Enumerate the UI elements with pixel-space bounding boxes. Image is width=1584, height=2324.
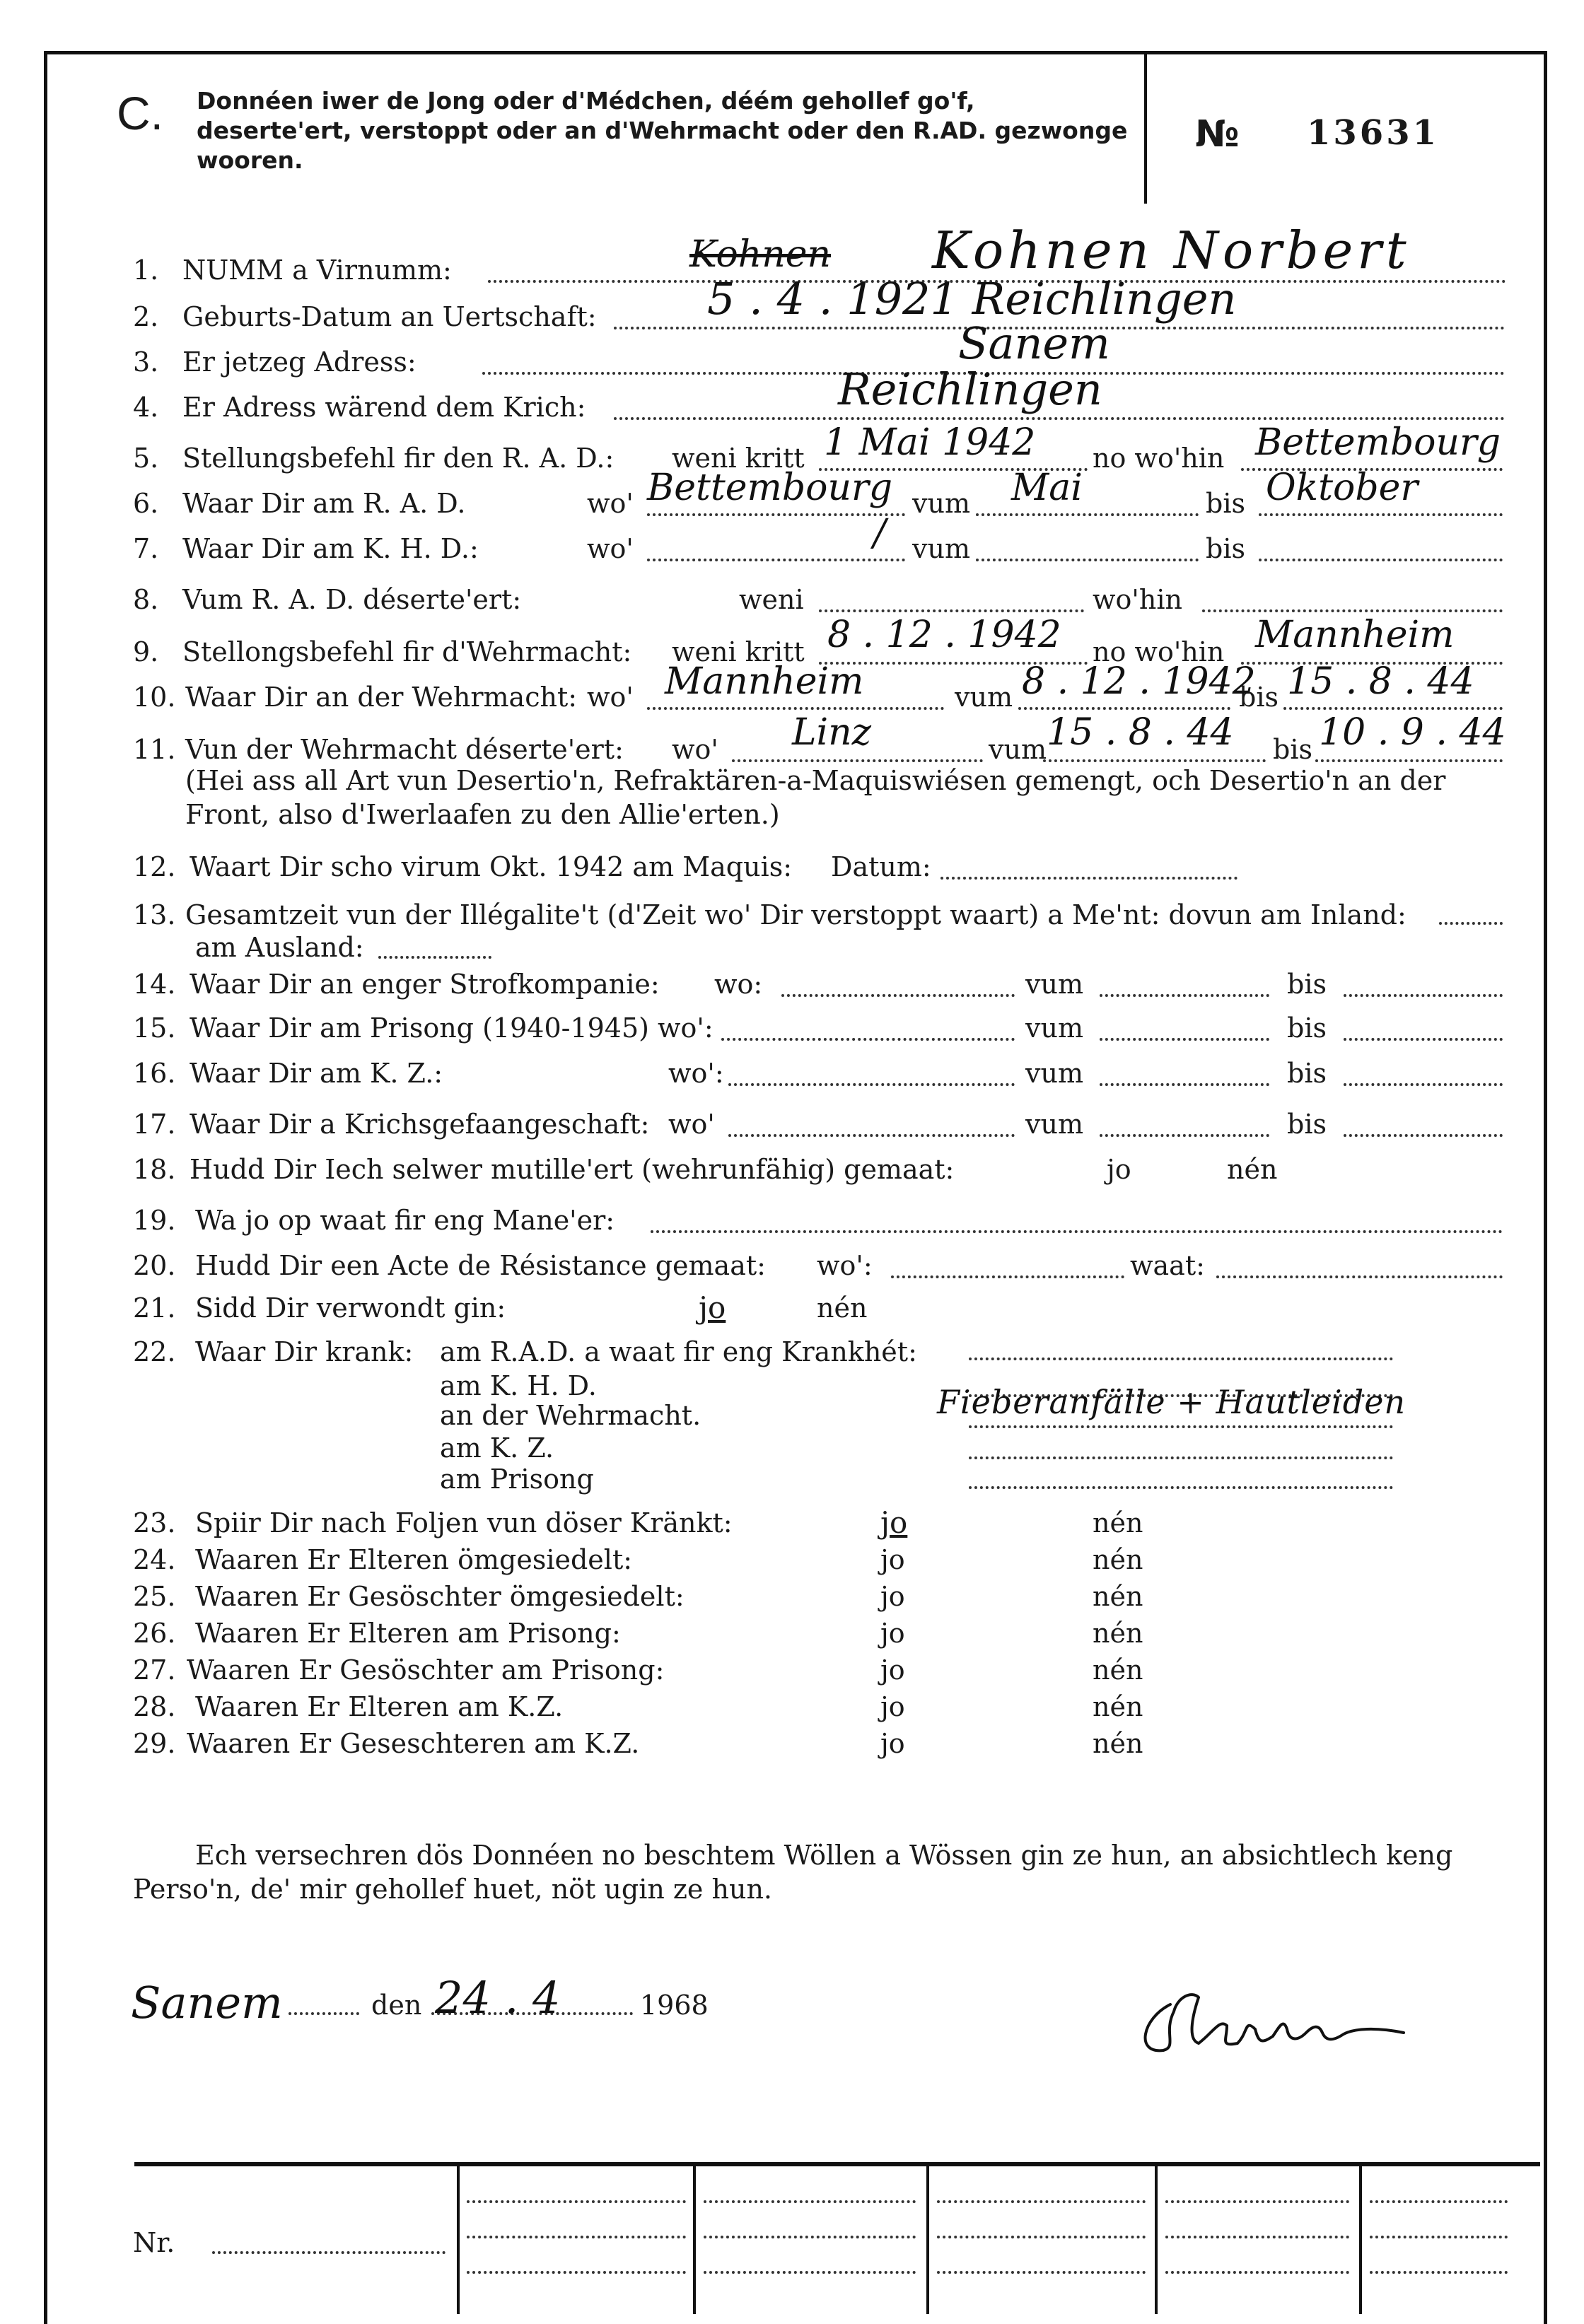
struck-value: Kohnen: [689, 233, 832, 276]
row-mid: waat:: [1130, 1250, 1205, 1281]
row-label: Gesamtzeit vun der Illégalite't (d'Zeit wo' Dir verstoppt waart) a Me'nt: dovun am Inland:: [185, 899, 1407, 930]
nen-option: nén: [1227, 1154, 1278, 1185]
war-address-value: Reichlingen: [838, 363, 1102, 415]
fill-line: [891, 1275, 1124, 1278]
footer-divider: [134, 2162, 1540, 2166]
declaration: Ech versechren dös Donnéen no beschtem Wöllen a Wössen gin ze hun, an absichtlech keng Perso'n, de' mir gehollef huet, nöt ugin ze hun.: [133, 1840, 1453, 1905]
fill-line: [819, 609, 1084, 612]
jo-option: jo: [880, 1691, 905, 1722]
row-label: Spiir Dir nach Foljen vun döser Kränkt:: [195, 1507, 733, 1538]
row-7: [0, 527, 1584, 570]
desertion-place: Linz: [792, 711, 872, 754]
row-number: 20.: [133, 1250, 176, 1281]
nen-option: nén: [1093, 1618, 1143, 1649]
illness-item: am K. Z.: [440, 1432, 554, 1464]
row-label: Waart Dir scho virum Okt. 1942 am Maquis:: [190, 851, 793, 882]
row-number: 19.: [133, 1205, 176, 1236]
den-label: den: [371, 1990, 422, 2021]
row-17: [0, 1103, 1584, 1145]
row-number: 10.: [133, 682, 176, 713]
row-label: Stellongsbefehl fir d'Wehrmacht:: [182, 636, 632, 667]
row-label: Stellungsbefehl fir den R. A. D.:: [182, 443, 615, 474]
illness-item: am Prisong: [440, 1464, 594, 1495]
fill-line: [1165, 2200, 1349, 2203]
fill-line: [1344, 994, 1503, 997]
fill-line: [1259, 559, 1503, 561]
fill-line: [976, 559, 1199, 561]
row-20: [0, 1244, 1584, 1287]
fill-line: [647, 707, 944, 710]
row-number: 28.: [133, 1691, 176, 1722]
jo-option: jo: [1107, 1154, 1131, 1185]
row-number: 3.: [133, 346, 159, 378]
fill-line: [212, 2251, 446, 2254]
fill-line: [976, 513, 1199, 516]
nen-option: nén: [817, 1292, 868, 1324]
illness-value: Fieberanfälle + Hautleiden: [937, 1383, 1407, 1421]
fill-line: [467, 2271, 686, 2274]
rad-place: Bettembourg: [647, 467, 893, 509]
row-13-line-2: [0, 926, 1584, 969]
form-title: Donnéen iwer de Jong oder d'Médchen, déém gehollef go'f, deserte'ert, verstoppt oder an d'Wehrmacht oder den R.AD. gezwonge wooren.: [197, 87, 1128, 174]
row-mid: bis: [1239, 682, 1279, 713]
row-label: Waar Dir am K. Z.:: [190, 1058, 443, 1089]
row-label: Waaren Er Gesöschter am Prisong:: [187, 1654, 665, 1686]
address-value: Sanem: [958, 317, 1110, 369]
rad-from: Mai: [1011, 467, 1083, 509]
row-mid: wo': [587, 533, 634, 564]
row-mid: wo'hin: [1093, 584, 1182, 615]
row-26: [0, 1612, 1584, 1654]
wehrmacht-from: 8 . 12 . 1942: [1022, 660, 1256, 703]
wehrmacht-order-date: 8 . 12 . 1942: [827, 614, 1061, 656]
row-mid: Datum:: [831, 851, 931, 882]
row-label: Waaren Er Elteren am Prisong:: [195, 1618, 621, 1649]
fill-line: [1370, 2271, 1508, 2274]
row-number: 27.: [133, 1654, 176, 1686]
row-mid: bis: [1287, 1109, 1327, 1140]
fill-line: [728, 1083, 1015, 1086]
rad-order-place: Bettembourg: [1255, 421, 1501, 464]
fill-line: [1259, 513, 1503, 516]
row-mid: no wo'hin: [1093, 443, 1225, 474]
row-label: Waar Dir a Krichsgefaangeschaft:: [190, 1109, 650, 1140]
row-number: 2.: [133, 301, 159, 332]
form-number: 13631: [1307, 113, 1439, 153]
row-label: Waar Dir am Prisong (1940-1945): [190, 1012, 649, 1044]
row-18: [0, 1148, 1584, 1191]
row-11-note: (Hei ass all Art vun Desertio'n, Refraktären-a-Maquiswiésen gemengt, och Desertio'n an der Front, also d'Iwerlaafen zu den Allie'erten.): [185, 765, 1446, 830]
jo-option: jo: [880, 1544, 905, 1575]
row-number: 9.: [133, 636, 159, 667]
row-12: [0, 846, 1584, 888]
signing-date: 24 . 4: [435, 1972, 561, 2024]
row-mid: wo': [587, 488, 634, 519]
row-mid: bis: [1206, 488, 1245, 519]
row-number: 16.: [133, 1058, 176, 1089]
fill-line: [647, 559, 905, 561]
fill-line: [467, 2200, 686, 2203]
rad-order-date: 1 Mai 1942: [824, 421, 1036, 464]
row-mid: bis: [1287, 969, 1327, 1000]
row-label: Wa jo op waat fir eng Mane'er:: [195, 1205, 615, 1236]
row-24: [0, 1538, 1584, 1581]
jo-option: jo: [880, 1581, 905, 1612]
rad-to: Oktober: [1266, 467, 1419, 509]
row-23: [0, 1502, 1584, 1544]
row-label: Hudd Dir Iech selwer mutille'ert (wehrunfähig) gemaat:: [190, 1154, 955, 1185]
row-label: am Ausland:: [195, 932, 364, 963]
desertion-to: 10 . 9 . 44: [1319, 711, 1506, 754]
row-number: 14.: [133, 969, 176, 1000]
row-label: Waaren Er Gesöschter ömgesiedelt:: [195, 1581, 685, 1612]
fill-line: [704, 2200, 916, 2203]
row-mid: weni kritt: [672, 636, 805, 667]
birth-value: 5 . 4 . 1921 Reichlingen: [707, 273, 1237, 325]
fill-line: [651, 1230, 1503, 1233]
fill-line: [1100, 1083, 1269, 1086]
fill-line: [1344, 1083, 1503, 1086]
section-letter: C.: [117, 87, 163, 139]
row-label: Waar Dir an der Wehrmacht:: [185, 682, 578, 713]
fill-line: [614, 417, 1505, 420]
fill-line: [1216, 1275, 1503, 1278]
row-number: 18.: [133, 1154, 176, 1185]
row-label: Waar Dir am R. A. D.: [182, 488, 466, 519]
row-27: [0, 1649, 1584, 1691]
row-25: [0, 1575, 1584, 1618]
row-label: Vum R. A. D. déserte'ert:: [182, 584, 522, 615]
fill-line: [781, 994, 1015, 997]
row-19: [0, 1199, 1584, 1242]
row-number: 11.: [133, 734, 176, 765]
row-number: 29.: [133, 1728, 176, 1759]
wehrmacht-to: 15 . 8 . 44: [1287, 660, 1474, 703]
signature: [1121, 1976, 1418, 2068]
row-number: 13.: [133, 899, 176, 930]
nen-option: nén: [1093, 1728, 1143, 1759]
row-number: 5.: [133, 443, 159, 474]
fill-line: [937, 2200, 1146, 2203]
row-mid: bis: [1273, 734, 1312, 765]
fill-line: [1283, 707, 1503, 710]
row-16: [0, 1052, 1584, 1094]
fill-line: [728, 1134, 1015, 1137]
row-mid: wo': [672, 734, 718, 765]
row-3: [0, 341, 1584, 383]
row-number: 6.: [133, 488, 159, 519]
row-label: Waar Dir am K. H. D.:: [182, 533, 479, 564]
jo-option-selected: jo: [880, 1505, 908, 1540]
fill-line: [1370, 2200, 1508, 2203]
khd-mark: /: [873, 512, 886, 554]
row-number: 24.: [133, 1544, 176, 1575]
fill-line: [378, 956, 491, 959]
row-label: Er jetzeg Adress:: [182, 346, 417, 378]
row-label: Geburts-Datum an Uertschaft:: [182, 301, 597, 332]
nen-option: nén: [1093, 1544, 1143, 1575]
fill-line: [1100, 994, 1269, 997]
row-number: 22.: [133, 1336, 176, 1367]
wehrmacht-order-place: Mannheim: [1255, 614, 1455, 656]
row-number: 1.: [133, 255, 159, 286]
fill-line: [1018, 707, 1230, 710]
row-label: Waaren Er Elteren am K.Z.: [195, 1691, 564, 1722]
row-label: Vun der Wehrmacht déserte'ert:: [185, 734, 624, 765]
fill-line: [1202, 609, 1503, 612]
illness-item: am R.A.D. a waat fir eng Krankhét:: [440, 1336, 917, 1367]
fill-line: [1165, 2271, 1349, 2274]
row-number: 4.: [133, 392, 159, 423]
row-label: Waaren Er Elteren ömgesiedelt:: [195, 1544, 633, 1575]
jo-option: jo: [880, 1654, 905, 1686]
row-label: Sidd Dir verwondt gin:: [195, 1292, 506, 1324]
fill-line: [1315, 759, 1503, 762]
row-mid: vum: [912, 488, 970, 519]
row-label: Waar Dir krank:: [195, 1336, 414, 1367]
row-number: 15.: [133, 1012, 176, 1044]
row-label: Hudd Dir een Acte de Résistance gemaat:: [195, 1250, 766, 1281]
row-label: Waaren Er Geseschteren am K.Z.: [187, 1728, 640, 1759]
fill-line: [732, 759, 983, 762]
jo-option-selected: jo: [699, 1290, 726, 1325]
row-mid: vum: [1025, 1058, 1083, 1089]
nen-option: nén: [1093, 1691, 1143, 1722]
row-number: 26.: [133, 1618, 176, 1649]
row-number: 17.: [133, 1109, 176, 1140]
desertion-from: 15 . 8 . 44: [1047, 711, 1234, 754]
fill-line: [1344, 1134, 1503, 1137]
fill-line: [704, 2271, 916, 2274]
nen-option: nén: [1093, 1581, 1143, 1612]
nen-option: nén: [1093, 1654, 1143, 1686]
row-15: [0, 1007, 1584, 1049]
header-divider: [1144, 51, 1147, 204]
row-number: 8.: [133, 584, 159, 615]
row-mid: vum: [912, 533, 970, 564]
row-mid: wo': [587, 682, 634, 713]
fill-line: [647, 513, 905, 516]
row-22-item: [0, 1458, 1584, 1500]
fill-line: [1100, 1134, 1269, 1137]
wehrmacht-place: Mannheim: [665, 660, 864, 703]
jo-option: jo: [880, 1728, 905, 1759]
row-label: Waar Dir an enger Strofkompanie:: [190, 969, 660, 1000]
fill-line: [1043, 759, 1266, 762]
row-mid: vum: [955, 682, 1013, 713]
fill-line: [1100, 1038, 1269, 1041]
fill-line: [940, 877, 1238, 880]
row-mid: weni: [739, 584, 804, 615]
row-mid: bis: [1287, 1012, 1327, 1044]
fill-line: [937, 2271, 1146, 2274]
fill-line: [721, 1038, 1015, 1041]
signing-place: Sanem: [131, 1977, 283, 2028]
nr-label: Nr.: [133, 2227, 175, 2258]
row-28: [0, 1686, 1584, 1728]
nen-option: nén: [1093, 1507, 1143, 1538]
row-mid: weni kritt: [672, 443, 805, 474]
fill-line: [969, 1486, 1393, 1489]
fill-line: [969, 1357, 1393, 1360]
row-label: NUMM a Virnumm:: [182, 255, 452, 286]
row-mid: wo':: [817, 1250, 873, 1281]
row-number: 21.: [133, 1292, 176, 1324]
fill-line: [1344, 1038, 1503, 1041]
name-value: Kohnen Norbert: [932, 221, 1411, 280]
row-mid: vum: [1025, 1109, 1083, 1140]
row-number: 23.: [133, 1507, 176, 1538]
row-mid: vum: [1025, 969, 1083, 1000]
row-number: 25.: [133, 1581, 176, 1612]
row-mid: wo:: [714, 969, 763, 1000]
row-mid: bis: [1287, 1058, 1327, 1089]
row-21: [0, 1287, 1584, 1329]
illness-item: an der Wehrmacht.: [440, 1400, 701, 1431]
row-mid: bis: [1206, 533, 1245, 564]
row-number: 12.: [133, 851, 176, 882]
row-label: Er Adress wärend dem Krich:: [182, 392, 586, 423]
row-mid: no wo'hin: [1093, 636, 1225, 667]
row-mid: vum: [989, 734, 1047, 765]
footer-row: [0, 2221, 1584, 2264]
row-14: [0, 963, 1584, 1005]
row-mid: wo': [668, 1109, 715, 1140]
row-number: 7.: [133, 533, 159, 564]
row-mid: wo':: [668, 1058, 724, 1089]
illness-item: am K. H. D.: [440, 1370, 597, 1401]
row-mid: wo':: [658, 1012, 714, 1044]
row-mid: vum: [1025, 1012, 1083, 1044]
number-symbol: №: [1195, 113, 1240, 156]
row-29: [0, 1722, 1584, 1765]
jo-option: jo: [880, 1618, 905, 1649]
signing-year: 1968: [640, 1990, 709, 2021]
fill-line: [1439, 922, 1503, 925]
